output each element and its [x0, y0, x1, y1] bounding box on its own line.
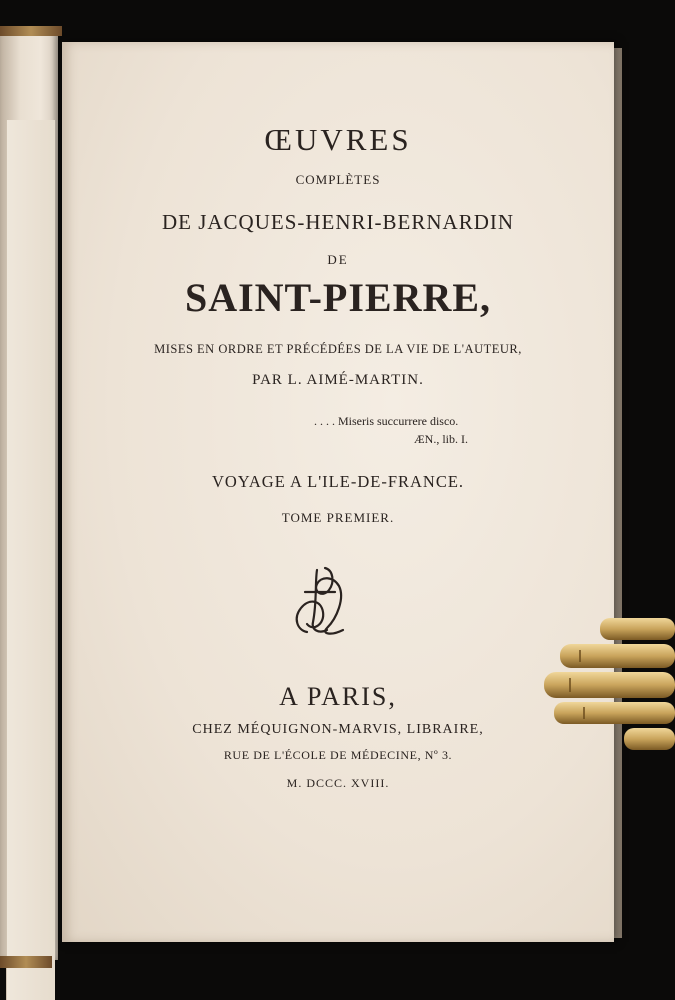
editorial-note: MISES EN ORDRE ET PRÉCÉDÉES DE LA VIE DE L'AUTEUR,	[154, 342, 522, 356]
title-page	[62, 42, 614, 942]
gilt-edge-bottom	[0, 956, 52, 968]
brass-hand-bookmark-icon	[540, 614, 675, 754]
author-name: DE JACQUES-HENRI-BERNARDIN	[161, 210, 515, 234]
imprint-place: A PARIS,	[279, 682, 397, 711]
facing-page-edge	[0, 30, 58, 960]
gilt-edge-top	[0, 26, 62, 36]
epigraph-source: ÆN., lib. I.	[414, 432, 468, 446]
volume-label: TOME PREMIER.	[281, 510, 395, 525]
monogram-icon	[287, 562, 351, 638]
endpaper-strip	[6, 120, 55, 1000]
epigraph: . . . . Miseris succurrere disco.	[314, 414, 459, 428]
publisher-line: CHEZ MÉQUIGNON-MARVIS, LIBRAIRE,	[192, 722, 484, 737]
imprint-date: M. DCCC. XVIII.	[286, 776, 390, 790]
work-title: VOYAGE A L'ILE-DE-FRANCE.	[211, 472, 465, 491]
publisher-address: RUE DE L'ÉCOLE DE MÉDECINE, Nº 3.	[223, 748, 453, 762]
editor-line: PAR L. AIMÉ-MARTIN.	[252, 372, 424, 388]
author-surname: SAINT-PIERRE,	[184, 275, 492, 320]
book-subtitle: COMPLÈTES	[295, 172, 381, 187]
book-title: ŒUVRES	[264, 122, 412, 157]
author-particle: DE	[327, 252, 349, 267]
